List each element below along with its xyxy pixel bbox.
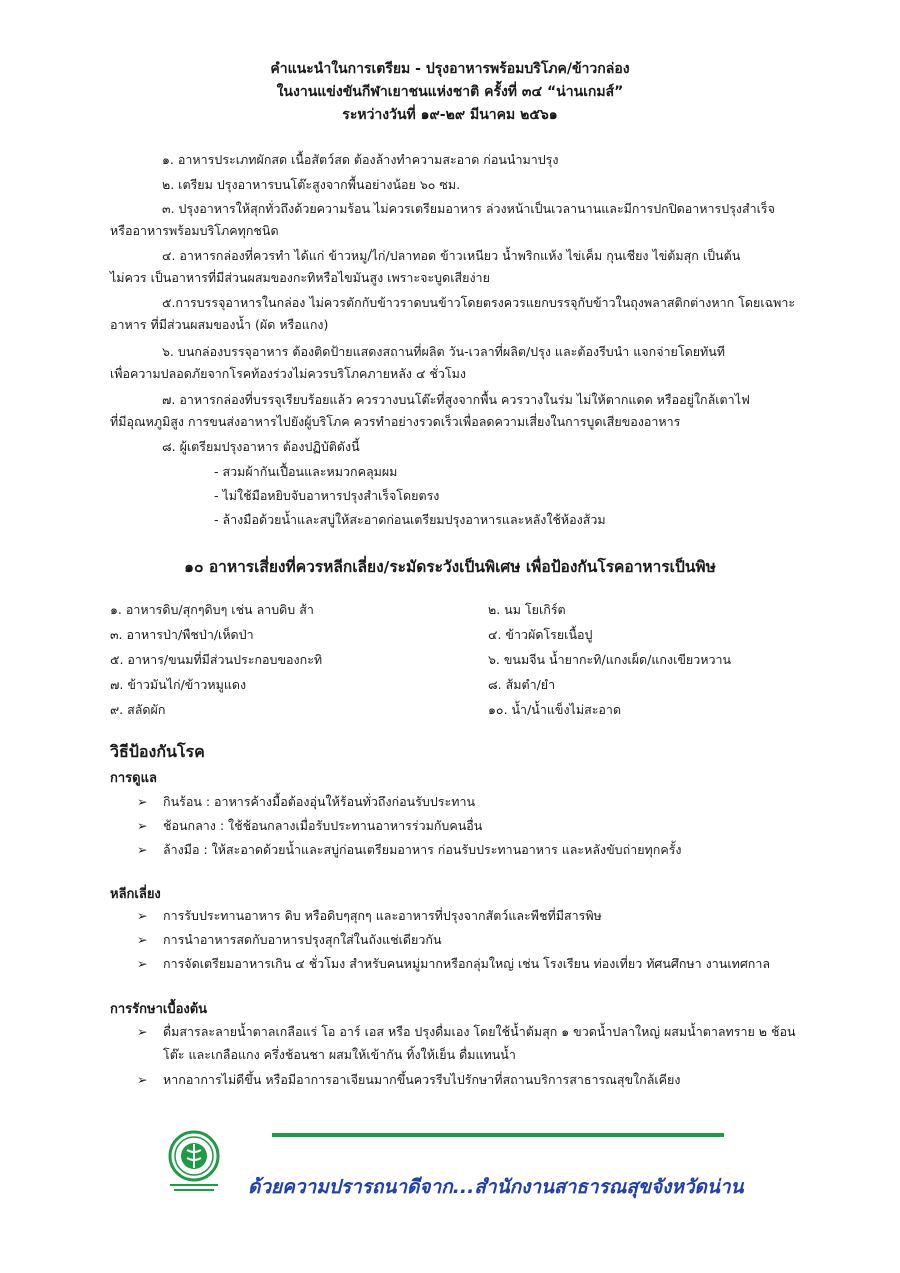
list-item: ๒. นม โยเกิร์ต	[488, 602, 566, 617]
prevention-title: วิธีป้องกันโรค	[110, 742, 205, 761]
arrow-bullet-icon: ➢	[137, 932, 148, 947]
instruction-3: ๓. ปรุงอาหารให้สุกทั่วถึงด้วยความร้อน ไม่ควรเตรียมอาหาร ล่วงหน้าเป็นเวลานานและมีการปกปิดอาหารปรุงสำเร็จ หรืออาหารพร้อมบริโภคทุกชนิด	[110, 201, 775, 238]
avoid-heading: หลีกเลี่ยง	[110, 887, 161, 902]
instruction-8: ๘. ผู้เตรียมปรุงอาหาร ต้องปฏิบัติดังนี้	[162, 439, 360, 454]
list-item: ๘. ส้มตำ/ยำ	[488, 677, 556, 692]
list-item: ๙. สลัดผัก	[110, 702, 166, 717]
care-item: ➢ ล้างมือ : ให้สะอาดด้วยน้ำและสบู่ก่อนเตรียมอาหาร ก่อนรับประทานอาหาร และหลังขับถ่ายทุกครั้ง	[137, 838, 817, 861]
list-item: ๑. อาหารดิบ/สุกๆดิบๆ เช่น ลาบดิบ ส้า	[110, 602, 314, 617]
arrow-bullet-icon: ➢	[137, 794, 148, 809]
arrow-bullet-icon: ➢	[137, 1024, 148, 1039]
document-header	[0, 58, 900, 127]
ministry-of-public-health-logo-icon	[160, 1128, 228, 1196]
instruction-2: ๒. เตรียม ปรุงอาหารบนโต๊ะสูงจากพื้นอย่างน้อย ๖๐ ซม.	[162, 177, 461, 192]
care-heading: การดูแล	[110, 771, 157, 786]
arrow-bullet-icon: ➢	[137, 818, 148, 833]
instruction-4: ๔. อาหารกล่องที่ควรทำ ได้แก่ ข้าวหมู/ไก่/ปลาทอด ข้าวเหนียว น้ำพริกแห้ง ไข่เค็ม กุนเชียง ไข่ต้มสุก เป็นต้น ไม่ควร เป็นอาหารที่มีส่วนผสมของกะทิหรือไขมันสูง เพราะจะบูดเสียง่าย	[110, 248, 741, 285]
list-item: ๑๐. น้ำ/น้ำแข็งไม่สะอาด	[488, 702, 622, 717]
risk-foods-title: ๑๐ อาหารเสี่ยงที่ควรหลีกเลี่ยง/ระมัดระวังเป็นพิเศษ เพื่อป้องกันโรคอาหารเป็นพิษ	[184, 558, 716, 576]
subitem: - ล้างมือด้วยน้ำและสบู่ให้สะอาดก่อนเตรียมปรุงอาหารและหลังใช้ห้องส้วม	[214, 512, 606, 527]
instruction-7: ๗. อาหารกล่องที่บรรจุเรียบร้อยแล้ว ควรวางบนโต๊ะที่สูงจากพื้น ควรวางในร่ม ไม่ให้ตากแดด หรืออยู่ใกล้เตาไฟ ที่มีอุณหภูมิสูง การขนส่งอาหารไปยังผู้บริโภค ควรทำอย่างรวดเร็วเพื่อลดความเสี่ยงในการบูดเสียของอาหาร	[110, 392, 750, 429]
care-item: ➢ ช้อนกลาง : ใช้ช้อนกลางเมื่อรับประทานอาหารร่วมกับคนอื่น	[137, 814, 817, 837]
list-item: ๓. อาหารป่า/พืชป่า/เห็ดป่า	[110, 627, 254, 642]
instruction-6: ๖. บนกล่องบรรจุอาหาร ต้องติดป้ายแสดงสถานที่ผลิต วัน-เวลาที่ผลิต/ปรุง และต้องรีบนำ แจกจ่ายโดยทันที เพื่อความปลอดภัยจากโรคท้องร่วงไม่ควรบริโภคภายหลัง ๔ ชั่วโมง	[110, 344, 726, 381]
treatment-heading: การรักษาเบื้องต้น	[110, 1002, 208, 1017]
avoid-item: ➢ การจัดเตรียมอาหารเกิน ๔ ชั่วโมง สำหรับคนหมู่มากหรือกลุ่มใหญ่ เช่น โรงเรียน ท่องเที่ยว ทัศนศึกษา งานเทศกาล	[137, 952, 817, 975]
arrow-bullet-icon: ➢	[137, 956, 148, 971]
care-item: ➢ กินร้อน : อาหารค้างมื้อต้องอุ่นให้ร้อนทั่วถึงก่อนรับประทาน	[137, 790, 817, 813]
list-item: ๗. ข้าวมันไก่/ข้าวหมูแดง	[110, 677, 247, 692]
header-title: คำแนะนำในการเตรียม - ปรุงอาหารพร้อมบริโภค/ข้าวกล่อง	[270, 61, 630, 77]
list-item: ๔. ข้าวผัดโรยเนื้อปู	[488, 627, 593, 642]
arrow-bullet-icon: ➢	[137, 908, 148, 923]
header-dates: ระหว่างวันที่ ๑๙-๒๙ มีนาคม ๒๕๖๑	[342, 107, 558, 123]
subitem: - สวมผ้ากันเปื้อนและหมวกคลุมผม	[214, 464, 398, 479]
subitem: - ไม่ใช้มือหยิบจับอาหารปรุงสำเร็จโดยตรง	[214, 488, 440, 503]
list-item: ๕. อาหาร/ขนมที่มีส่วนประกอบของกะทิ	[110, 652, 323, 667]
instruction-1: ๑. อาหารประเภทผักสด เนื้อสัตว์สด ต้องล้างทำความสะอาด ก่อนนำมาปรุง	[162, 152, 559, 167]
footer-message: ด้วยความปรารถนาดีจาก...สำนักงานสาธารณสุขจังหวัดน่าน	[248, 1176, 744, 1198]
avoid-item: ➢ การรับประทานอาหาร ดิบ หรือดิบๆสุกๆ และอาหารที่ปรุงจากสัตว์และพืชที่มีสารพิษ	[137, 904, 817, 927]
treatment-item: ➢ หากอาการไม่ดีขึ้น หรือมีอาการอาเจียนมากขึ้นควรรีบไปรักษาที่สถานบริการสาธารณสุขใกล้เคียง	[137, 1068, 817, 1091]
instruction-5: ๕.การบรรจุอาหารในกล่อง ไม่ควรตักกับข้าวราดบนข้าวโดยตรงควรแยกบรรจุกับข้าวในถุงพลาสติกต่างหาก โดยเฉพาะ อาหาร ที่มีส่วนผสมของน้ำ (ผัด หรือแกง)	[110, 295, 796, 332]
header-event: ในงานแข่งขันกีฬาเยาชนแห่งชาติ ครั้งที่ ๓๔ “น่านเกมส์”	[276, 84, 624, 100]
footer-divider	[272, 1133, 724, 1137]
list-item: ๖. ขนมจีน น้ำยากะทิ/แกงเผ็ด/แกงเขียวหวาน	[488, 652, 732, 667]
avoid-item: ➢ การนำอาหารสดกับอาหารปรุงสุกใส่ในถังแช่เดียวกัน	[137, 928, 817, 951]
arrow-bullet-icon: ➢	[137, 842, 148, 857]
arrow-bullet-icon: ➢	[137, 1072, 148, 1087]
treatment-item: ➢ ดื่มสารละลายน้ำตาลเกลือแร่ โอ อาร์ เอส หรือ ปรุงดื่มเอง โดยใช้น้ำต้มสุก ๑ ขวดน้ำปลาใหญ่ ผสมน้ำตาลทราย ๒ ช้อน โต๊ะ และเกลือแกง ครึ่งช้อนชา ผสมให้เข้ากัน ทิ้งให้เย็น ดื่มแทนน้ำ	[137, 1020, 817, 1066]
